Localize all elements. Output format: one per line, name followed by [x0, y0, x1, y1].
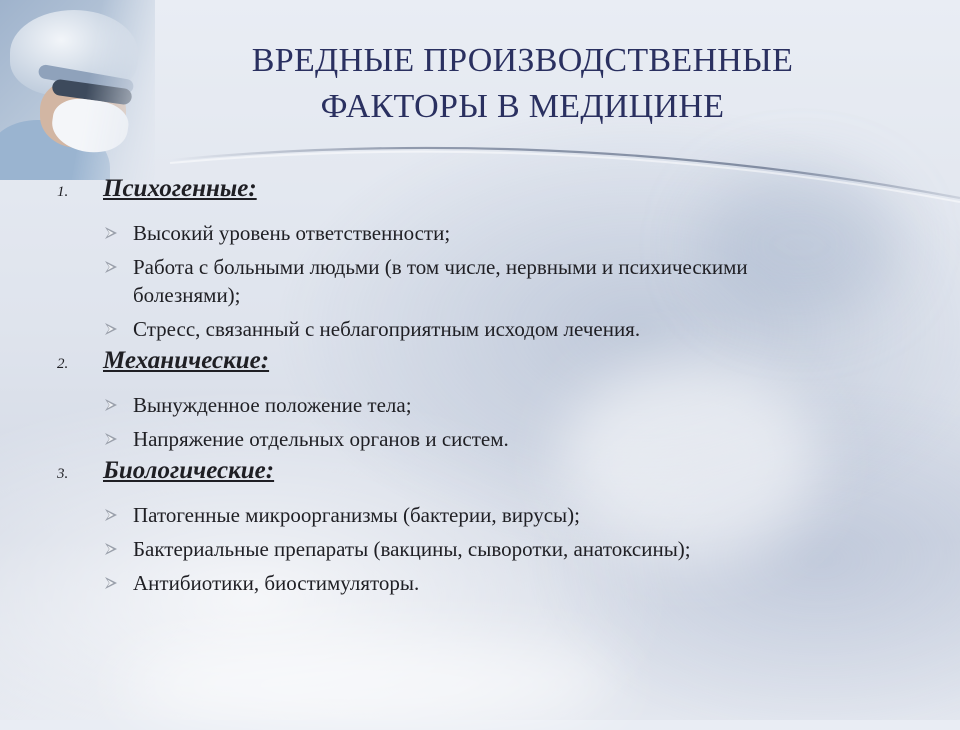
list-item-text: Антибиотики, биостимуляторы. — [133, 571, 420, 595]
list-item-text: Напряжение отдельных органов и систем. — [133, 427, 509, 451]
chevron-bullet-icon — [104, 322, 118, 336]
list-item — [57, 219, 907, 247]
list-item — [57, 315, 907, 343]
list-item — [57, 253, 907, 309]
chevron-bullet-icon — [104, 542, 118, 556]
section-heading: Психогенные: — [103, 175, 257, 202]
list-item — [57, 501, 907, 529]
section-number: 3. — [57, 466, 69, 482]
list-item-text: Высокий уровень ответственности; — [133, 221, 451, 245]
list-item — [57, 425, 907, 453]
factor-section — [57, 457, 907, 597]
slide-title — [140, 38, 905, 130]
list-item — [57, 391, 907, 419]
factors-list — [57, 175, 907, 597]
chevron-bullet-icon — [104, 260, 118, 274]
section-number: 1. — [57, 184, 69, 200]
list-item — [57, 569, 907, 597]
list-item — [57, 535, 907, 563]
list-item-text: Бактериальные препараты (вакцины, сыворотки, анатоксины); — [133, 537, 691, 561]
chevron-bullet-icon — [104, 508, 118, 522]
slide-title-line-1: ВРЕДНЫЕ ПРОИЗВОДСТВЕННЫЕ — [251, 42, 794, 79]
chevron-bullet-icon — [104, 576, 118, 590]
chevron-bullet-icon — [104, 398, 118, 412]
section-number: 2. — [57, 356, 69, 372]
list-item-text: Вынужденное положение тела; — [133, 393, 412, 417]
list-item-text: Работа с больными людьми (в том числе, нервными и психическими болезнями); — [133, 255, 748, 307]
section-heading: Биологические: — [103, 457, 275, 484]
chevron-bullet-icon — [104, 226, 118, 240]
section-header — [57, 347, 907, 385]
list-item-text: Стресс, связанный с неблагоприятным исходом лечения. — [133, 317, 641, 341]
factor-section — [57, 175, 907, 343]
section-heading: Механические: — [103, 347, 270, 374]
section-header — [57, 457, 907, 495]
chevron-bullet-icon — [104, 432, 118, 446]
slide-title-line-2: ФАКТОРЫ В МЕДИЦИНЕ — [320, 88, 725, 125]
factor-section — [57, 347, 907, 453]
section-header — [57, 175, 907, 213]
surgeon-photo — [0, 0, 155, 180]
background-blur-shape — [120, 640, 620, 730]
list-item-text: Патогенные микроорганизмы (бактерии, вирусы); — [133, 503, 580, 527]
